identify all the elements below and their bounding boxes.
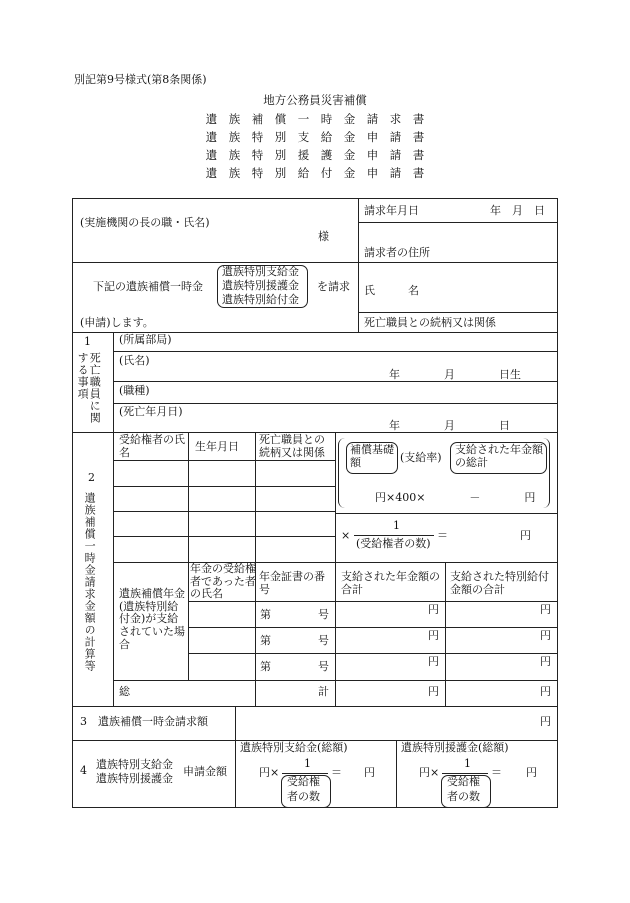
pension-yen-3: 円 [428,655,439,668]
form-title-line-2: 遺 族 特 別 支 給 金 申 請 書 [205,130,425,144]
section4-item-2: 遺族特別援護金 [96,772,173,785]
section2-label: 遺族補償一時金請求金額の計算等 [83,492,97,672]
rate-label: (支給率) [400,451,442,464]
option-special-benefit: 遺族特別給付金 [222,293,299,306]
s4-col2-eq: ＝ [491,766,502,779]
s4-col1-header: 遺族特別支給金(総額) [240,741,348,754]
formula-line: 円×400× － 円 [375,491,536,504]
lead-text-2: を請求 [317,280,350,293]
section3-yen: 円 [540,715,551,728]
paid-total-label: 支給された年金額の総計 [455,443,543,469]
address-label: 請求者の住所 [364,246,430,259]
option-special-relief: 遺族特別援護金 [222,279,299,292]
total-pension-yen: 円 [428,685,439,698]
base-amount-label: 補償基礎額 [350,443,394,469]
recipient-relation-header: 死亡職員との続柄又は関係 [259,433,325,459]
form-title-line-4: 遺 族 特 別 給 付 金 申 請 書 [205,166,425,180]
formula-times: × [341,529,351,542]
cert-dai-1: 第 [260,608,271,621]
s4-col1-yen-times: 円× [259,766,280,779]
cert-go-3: 号 [318,660,329,673]
s4-col1-yen: 円 [364,766,375,779]
request-date-label: 請求年月日 [364,204,419,217]
section2-number: 2 [88,471,95,484]
total-special-yen: 円 [540,685,551,698]
request-date-ymd: 年 月 日 [490,204,545,217]
lead-text-3: (申請)します。 [80,316,154,329]
s4-col1-den-1: 受給権 [287,775,320,788]
section4-item-1: 遺族特別支給金 [96,758,173,771]
s4-col2-one: 1 [464,757,471,770]
special-yen-1: 円 [540,603,551,616]
s4-col1-one: 1 [304,757,311,770]
s4-col2-yen: 円 [526,766,537,779]
pension-recipient-header: 年金の受給権者であった者の氏名 [190,562,256,601]
cert-number-header: 年金証書の番号 [259,570,325,596]
formula-one: 1 [393,519,400,532]
section3-label: 3 遺族補償一時金請求額 [80,715,208,728]
form-title-line-3: 遺 族 特 別 援 護 金 申 請 書 [205,148,425,162]
special-yen-2: 円 [540,629,551,642]
s4-col1-den-2: 者の数 [287,790,320,803]
pension-case-label: 遺族補償年金(遺族特別給付金)が支給されていた場合 [119,587,185,651]
pension-total-header: 支給された年金額の合計 [341,570,440,596]
s4-col2-yen-times: 円× [419,766,440,779]
death-date-label: (死亡年月日) [119,405,183,418]
section4-number: 4 [80,764,87,777]
formula-yen: 円 [520,529,531,542]
sama-label: 様 [318,230,329,243]
special-yen-3: 円 [540,655,551,668]
relation-label: 死亡職員との続柄又は関係 [364,316,496,329]
agency-label: (実施機関の長の職・氏名) [80,216,210,229]
total-label: 総 [119,685,130,698]
apply-amount-label: 申請金額 [183,765,227,778]
form-id: 別記第9号様式(第8条関係) [74,73,207,86]
recipient-name-header: 受給権者の氏名 [119,433,185,459]
birth-date: 年 月 日生 [389,368,521,381]
pension-yen-1: 円 [428,603,439,616]
death-date-ymd: 年 月 日 [389,419,510,432]
deceased-name-label: (氏名) [119,354,150,367]
section1-number: 1 [84,335,91,348]
s4-col2-header: 遺族特別援護金(総額) [401,741,509,754]
recipient-birth-header: 生年月日 [195,440,239,453]
s4-col2-den-2: 者の数 [447,790,480,803]
cert-go-1: 号 [318,608,329,621]
section1-label: 死亡職員に関する事項 [76,352,102,424]
formula-denominator: (受給権者の数) [356,537,431,550]
job-label: (職種) [119,384,150,397]
formula-equals: ＝ [437,529,448,542]
form-title-main: 地方公務員災害補償 [263,93,367,107]
total-kei: 計 [318,685,329,698]
form-title-line-1: 遺 族 補 償 一 時 金 請 求 書 [205,112,425,126]
special-total-header: 支給された特別給付金額の合計 [450,570,549,596]
cert-dai-2: 第 [260,634,271,647]
lead-text-1: 下記の遺族補償一時金 [93,280,203,293]
cert-dai-3: 第 [260,660,271,673]
s4-col2-den-1: 受給権 [447,775,480,788]
cert-go-2: 号 [318,634,329,647]
dept-label: (所属部局) [119,333,172,346]
applicant-name-label: 氏 名 [364,284,419,297]
s4-col1-eq: ＝ [331,766,342,779]
option-special-payment: 遺族特別支給金 [222,265,299,278]
pension-yen-2: 円 [428,629,439,642]
